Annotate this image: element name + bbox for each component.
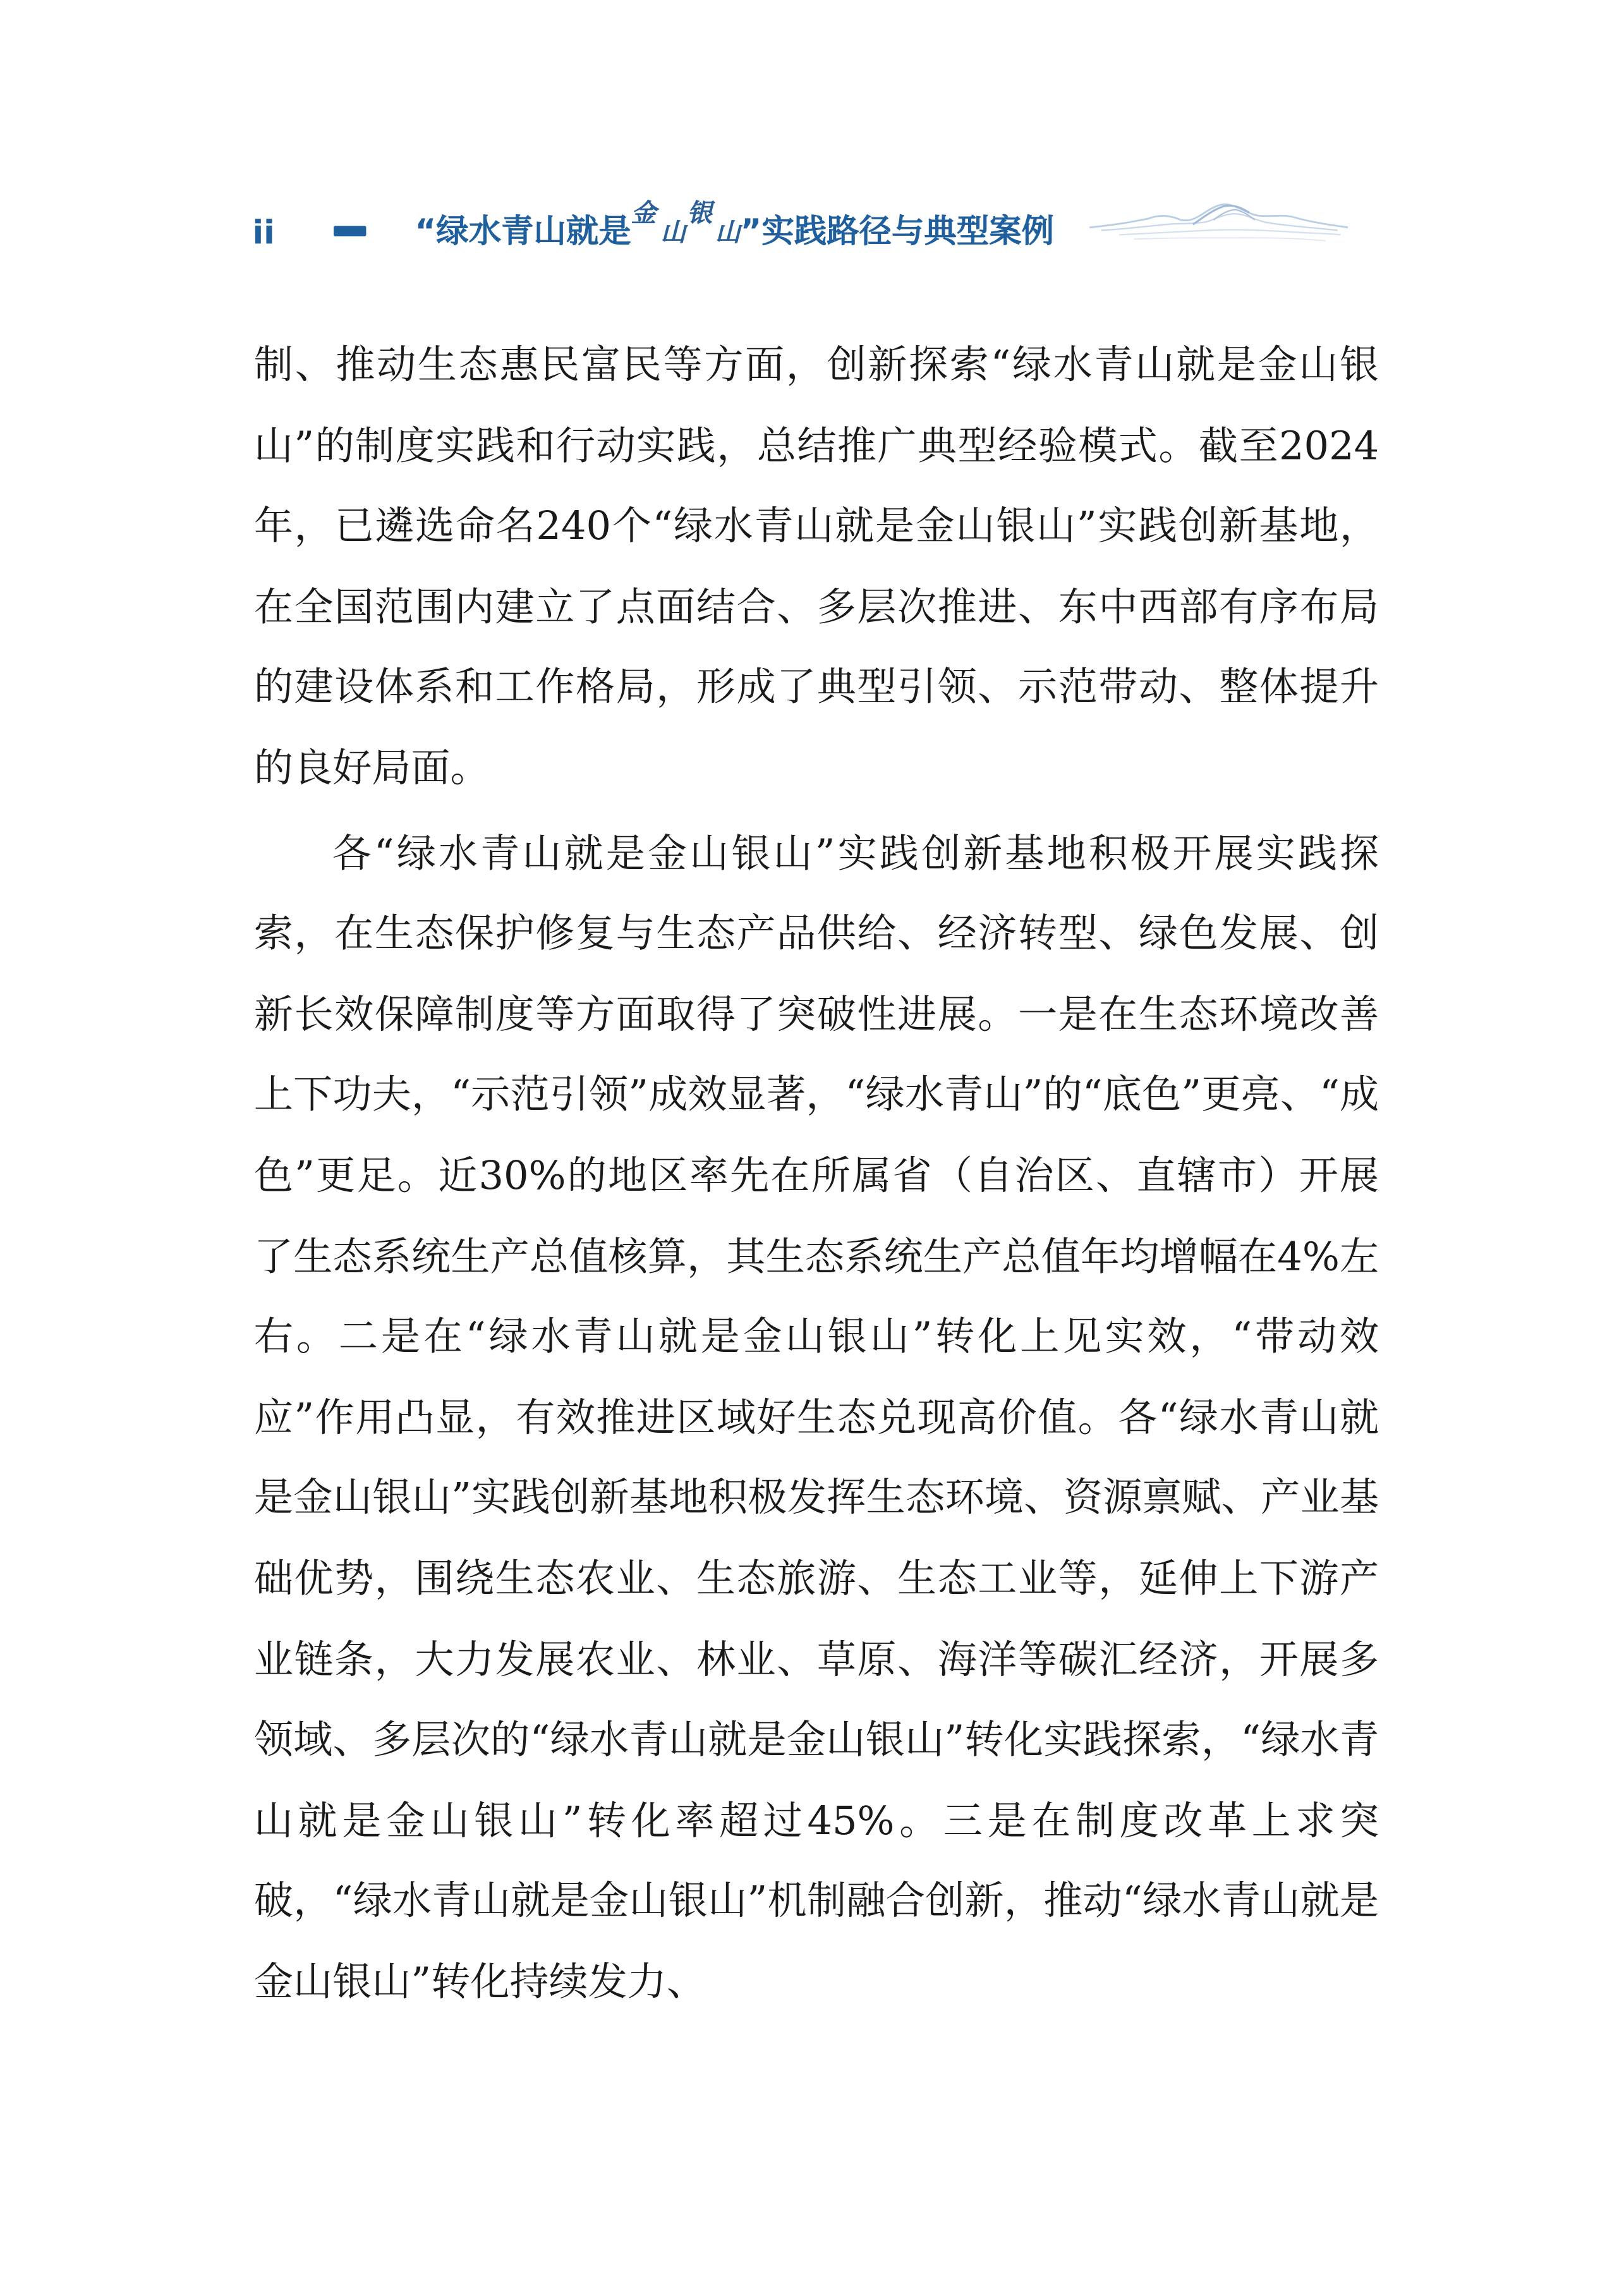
body-text xyxy=(254,326,1379,2024)
page-number: ii xyxy=(252,216,275,253)
book-title-part-1: “绿水青山就是 xyxy=(415,214,631,252)
book-title-callig-2: 山 xyxy=(660,218,686,248)
book-title-callig-4: 山 xyxy=(715,218,741,248)
paragraph-1: 制、推动生态惠民富民等方面，创新探索“绿水青山就是金山银山”的制度实践和行动实践，总结推广典型经验模式。截至2024年，已遴选命名240个“绿水青山就是金山银山”实践创新基地，在全国范围内建立了点面结合、多层次推进、东中西部有序布局的建设体系和工作格局，形成了典型引领、示范带动、整体提升的良好局面。 xyxy=(253,343,1379,792)
paragraph-2: 各“绿水青山就是金山银山”实践创新基地积极开展实践探索，在生态保护修复与生态产品供给、经济转型、绿色发展、创新长效保障制度等方面取得了突破性进展。一是在生态环境改善上下功夫，“示范引领”成效显著，“绿水青山”的“底色”更亮、“成色”更足。近30%的地区率先在所属省（自治区、直辖市）开展了生态系统生产总值核算，其生态系统生产总值年均增幅在4%左右。二是在“绿水青山就是金山银山”转化上见实效，“带动效应”作用凸显，有效推进区域好生态兑现高价值。各“绿水青山就是金山银山”实践创新基地积极发挥生态环境、资源禀赋、产业基础优势，围绕生态农业、生态旅游、生态工业等，延伸上下游产业链条，大力发展农业、林业、草原、海洋等碳汇经济，开展多领域、多层次的“绿水青山就是金山银山”转化实践探索，“绿水青山就是金山银山”转化率超过45%。三是在制度改革上求突破，“绿水青山就是金山银山”机制融合创新，推动“绿水青山就是金山银山”转化持续发力、 xyxy=(253,830,1379,2005)
mountain-decoration-icon xyxy=(1089,189,1348,254)
book-title-callig-1: 金 xyxy=(631,199,657,229)
book-title-part-2: ”实践路径与典型案例 xyxy=(740,214,1055,252)
book-title xyxy=(415,201,1054,266)
header-dash xyxy=(334,226,366,236)
book-title-callig-3: 银 xyxy=(687,199,713,229)
